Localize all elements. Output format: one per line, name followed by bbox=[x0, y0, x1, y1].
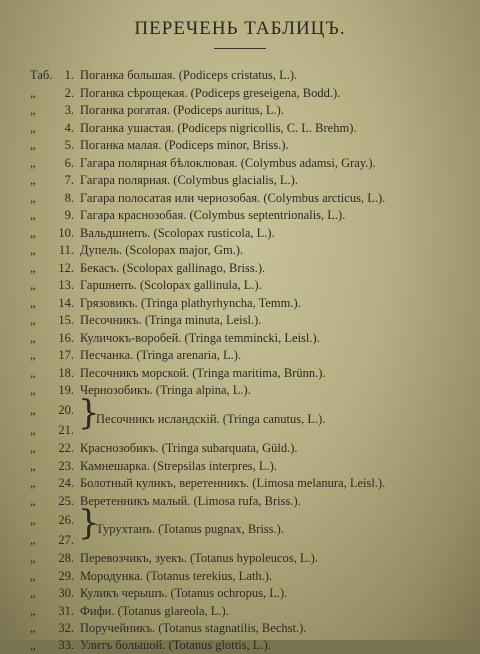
list-text: Песочникъ исландскій. (Tringa canutus, L.). bbox=[96, 412, 326, 426]
list-number: 23. bbox=[58, 458, 74, 473]
list-number: 26. bbox=[58, 513, 74, 527]
page-title: ПЕРЕЧЕНЬ ТАБЛИЦЪ. bbox=[134, 18, 346, 39]
list-text: Песчанка. (Tringa arenaria, L.). bbox=[80, 348, 242, 362]
list-number: 29. bbox=[58, 568, 74, 583]
list-number: 24. bbox=[58, 476, 74, 490]
list-prefix: „ bbox=[30, 173, 36, 187]
list-number: 18. bbox=[58, 365, 74, 380]
list-number: 1. bbox=[64, 68, 74, 82]
list-number: 4. bbox=[64, 120, 74, 135]
list-prefix: „ bbox=[30, 243, 36, 257]
list-text: Грязовикъ. (Tringa plathyrhyncha, Temm.). bbox=[80, 295, 301, 310]
list-number: 10. bbox=[58, 225, 74, 240]
list-text: Куликъ черышъ. (Totanus ochropus, L.). bbox=[80, 586, 288, 600]
list-number: 2. bbox=[64, 85, 74, 100]
list-prefix: „ bbox=[30, 586, 36, 600]
list-number: 22. bbox=[58, 441, 74, 455]
list-prefix: „ bbox=[30, 85, 36, 100]
list-number: 8. bbox=[64, 190, 74, 205]
list-number: 25. bbox=[58, 493, 74, 508]
list-prefix: „ bbox=[30, 638, 36, 652]
list-number: 20. bbox=[58, 403, 74, 417]
list-text: Камнешарка. (Strepsilas interpres, L.). bbox=[80, 458, 277, 473]
list-text: Краснозобикъ. (Tringa subarquata, Güld.). bbox=[80, 441, 298, 455]
list-number: 33. bbox=[58, 638, 74, 652]
list-number: 17. bbox=[58, 348, 74, 362]
list-text: Гагара полосатая или чернозобая. (Colymbus arcticus, L.). bbox=[80, 190, 386, 205]
list-text: Поганка малая. (Podiceps minor, Briss.). bbox=[80, 138, 289, 152]
list-text: Гаршнепъ. (Scolopax gallinula, L.). bbox=[80, 278, 262, 292]
list-text: Перевозчикъ, зуекъ. (Totanus hypoleucos, L.). bbox=[80, 551, 318, 565]
list-text: Куличокъ-воробей. (Tringa temmincki, Leisl.). bbox=[80, 330, 320, 345]
list-text: Поганка рогатая. (Podiceps auritus, L.). bbox=[80, 103, 284, 117]
list-prefix: „ bbox=[30, 103, 36, 117]
list-number: 14. bbox=[58, 295, 74, 310]
group-brace: } bbox=[78, 503, 100, 543]
list-text: Чернозобикъ. (Tringa alpina, L.). bbox=[80, 383, 251, 397]
list-text: Дупель. (Scolopax major, Gm.). bbox=[80, 243, 244, 257]
list-number: 30. bbox=[58, 586, 74, 600]
list-number: 19. bbox=[58, 383, 74, 397]
list-number: 21. bbox=[58, 423, 74, 437]
list-text: Поганка сѣрощекая. (Podiceps greseigena, Bodd.). bbox=[80, 85, 341, 100]
list-prefix: „ bbox=[30, 330, 36, 345]
list-text: Поганка большая. (Podiceps cristatus, L.). bbox=[80, 68, 298, 82]
list-number: 13. bbox=[58, 278, 74, 292]
list-text: Поручейникъ. (Totanus stagnatilis, Bechst.). bbox=[80, 621, 307, 635]
list-number: 16. bbox=[58, 330, 74, 345]
list-text: Вальдшнепъ. (Scolopax rusticola, L.). bbox=[80, 225, 275, 240]
list-prefix: „ bbox=[30, 120, 36, 135]
list-text: Турухтанъ. (Totanus pugnax, Briss.). bbox=[96, 522, 284, 536]
list-text: Мородунка. (Totanus terekius, Lath.). bbox=[80, 568, 272, 583]
list-number: 28. bbox=[58, 551, 74, 565]
list-number: 27. bbox=[58, 533, 74, 547]
list-prefix: „ bbox=[30, 190, 36, 205]
list-text: Бекасъ. (Scolopax gallinago, Briss.). bbox=[80, 260, 266, 275]
list-prefix: „ bbox=[30, 295, 36, 310]
list-number: 5. bbox=[64, 138, 74, 152]
list-prefix: „ bbox=[30, 383, 36, 397]
list-prefix: „ bbox=[30, 348, 36, 362]
list-number: 12. bbox=[58, 260, 74, 275]
list-prefix: „ bbox=[30, 423, 36, 437]
list-text: Гагара краснозобая. (Colymbus septentrionalis, L.). bbox=[80, 208, 346, 222]
list-prefix: „ bbox=[30, 441, 36, 455]
list-prefix: „ bbox=[30, 260, 36, 275]
list-number: 6. bbox=[64, 155, 74, 170]
list-text: Гагара полярная. (Colymbus glacialis, L.). bbox=[80, 173, 298, 187]
list-number: 15. bbox=[58, 313, 74, 327]
title-underline bbox=[214, 48, 266, 49]
list-prefix: „ bbox=[30, 225, 36, 240]
list-text: Песочникъ морской. (Tringa maritima, Brünn.). bbox=[80, 365, 326, 380]
list-prefix: „ bbox=[30, 458, 36, 473]
list-number: 7. bbox=[64, 173, 74, 187]
list-prefix: „ bbox=[30, 208, 36, 222]
list-prefix: „ bbox=[30, 155, 36, 170]
list-text: Гагара полярная бѣлоклювая. (Colymbus adamsi, Gray.). bbox=[80, 155, 376, 170]
list-prefix: „ bbox=[30, 533, 36, 547]
list-text: Фифи. (Totanus glareola, L.). bbox=[80, 603, 229, 618]
list-number: 32. bbox=[58, 621, 74, 635]
list-text: Веретенникъ малый. (Limosa rufa, Briss.). bbox=[80, 493, 301, 508]
list-text: Болотный куликъ, веретенникъ. (Limosa melanura, Leisl.). bbox=[80, 476, 386, 490]
list-text: Улитъ большой. (Totanus glottis, L.). bbox=[80, 638, 271, 652]
list-prefix: „ bbox=[30, 551, 36, 565]
list-number: 9. bbox=[64, 208, 74, 222]
list-prefix: „ bbox=[30, 621, 36, 635]
list-prefix: „ bbox=[30, 313, 36, 327]
list-prefix: „ bbox=[30, 138, 36, 152]
list-prefix: „ bbox=[30, 403, 36, 417]
list-prefix: „ bbox=[30, 603, 36, 618]
list-prefix: „ bbox=[30, 476, 36, 490]
list-number: 31. bbox=[58, 603, 74, 618]
list-number: 3. bbox=[64, 103, 74, 117]
list-prefix: „ bbox=[30, 513, 36, 527]
list-prefix: „ bbox=[30, 365, 36, 380]
list-prefix: „ bbox=[30, 493, 36, 508]
list-number: 11. bbox=[58, 243, 74, 257]
list-text: Песочникъ. (Tringa minuta, Leisl.). bbox=[80, 313, 262, 327]
list-text: Поганка ушастая. (Podiceps nigricollis, C. L. Brehm). bbox=[80, 120, 357, 135]
list-prefix: „ bbox=[30, 568, 36, 583]
group-brace: } bbox=[78, 393, 100, 433]
list-prefix: Таб. bbox=[30, 68, 53, 82]
list-prefix: „ bbox=[30, 278, 36, 292]
